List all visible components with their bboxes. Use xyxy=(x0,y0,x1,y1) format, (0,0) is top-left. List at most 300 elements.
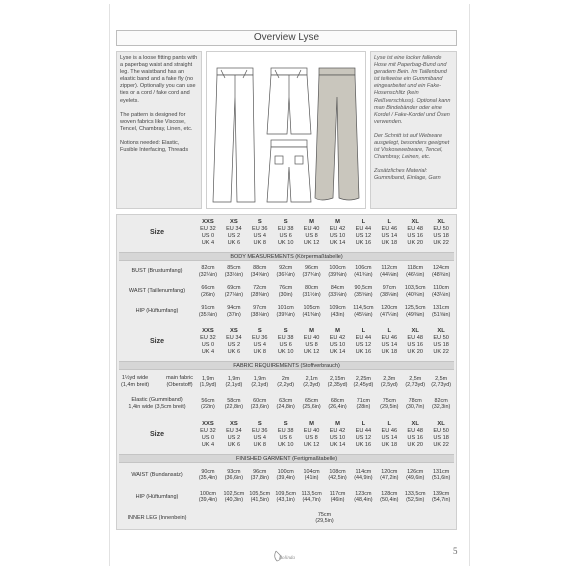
table-row xyxy=(119,395,454,413)
table-cell xyxy=(273,303,299,320)
value-imperial: (2,1yd) xyxy=(225,382,243,388)
row-label-elastic xyxy=(119,395,195,413)
size-code: UK 6 xyxy=(227,348,241,355)
table-cell xyxy=(402,488,428,506)
value-imperial: (43¼in) xyxy=(431,291,451,298)
value-imperial: (46½in) xyxy=(406,271,425,278)
value-imperial: (2,1yd) xyxy=(251,382,269,388)
value-imperial: (2,73yd) xyxy=(431,382,451,388)
value-metric: 125,5cm xyxy=(404,305,426,312)
value-imperial: (44,9in) xyxy=(354,475,373,481)
size-code: US 0 xyxy=(201,233,215,239)
table-cell xyxy=(299,283,325,300)
value-metric: 1,9m xyxy=(201,375,214,382)
size-code: UK 14 xyxy=(329,441,346,448)
table-cell xyxy=(299,373,325,391)
fabric-width-label-de: (1,4m breit) xyxy=(121,382,150,388)
value-metric: 85cm xyxy=(227,265,241,272)
value-imperial: (54,7in) xyxy=(431,497,451,503)
value-imperial: (42,5in) xyxy=(328,475,347,481)
size-code: EU 32 xyxy=(200,335,216,342)
size-code: EU 34 xyxy=(226,226,242,233)
value-metric: 105,5cm xyxy=(249,490,271,497)
value-imperial: (43,1in) xyxy=(276,497,295,503)
size-code: UK 14 xyxy=(329,239,346,246)
table-cell xyxy=(376,283,402,300)
size-code: US 2 xyxy=(227,435,241,441)
table-cell xyxy=(325,373,351,391)
size-code: EU 38 xyxy=(277,428,294,435)
value-imperial: (22in) xyxy=(201,404,215,410)
value-imperial: (30in) xyxy=(278,291,293,298)
table-cell xyxy=(402,303,428,320)
size-column xyxy=(350,420,376,450)
value-metric: 114cm xyxy=(355,468,372,475)
size-column xyxy=(273,218,299,248)
table-cell xyxy=(428,303,454,320)
size-letter: L xyxy=(387,219,392,226)
size-code: EU 42 xyxy=(329,226,346,233)
table-cell xyxy=(195,303,221,320)
size-letter: S xyxy=(283,421,288,428)
table-cell xyxy=(350,373,376,391)
size-chart xyxy=(116,214,457,530)
size-column xyxy=(247,218,273,248)
body-measurements-heading: BODY MEASUREMENTS (Körpermaßtabelle) xyxy=(119,252,454,261)
value-metric: 100cm xyxy=(199,490,217,497)
size-code: US 16 xyxy=(407,342,423,348)
size-letter: XXS xyxy=(202,328,214,335)
row-label-waist: WAIST (Taillenumfang) xyxy=(128,288,186,295)
value-imperial: (49⅜in) xyxy=(406,311,425,318)
value-imperial: (36,6in) xyxy=(224,475,243,481)
row-values xyxy=(195,303,454,320)
size-code: UK 8 xyxy=(253,239,266,246)
table-cell xyxy=(428,488,454,506)
value-imperial: (2,5yd) xyxy=(380,382,398,388)
size-code: EU 48 xyxy=(407,428,423,435)
size-code: US 10 xyxy=(329,342,346,348)
logo-text: Bolinda xyxy=(279,556,295,561)
value-imperial: (41,5in) xyxy=(250,497,269,503)
value-imperial: (39¾in) xyxy=(276,311,295,318)
value-metric: 80cm xyxy=(304,285,319,292)
value-metric: 101cm xyxy=(277,305,294,312)
size-column xyxy=(350,218,376,248)
value-metric: 71cm xyxy=(356,397,370,404)
size-code: EU 36 xyxy=(251,428,268,435)
value-imperial: (35,4in) xyxy=(198,475,218,481)
description-en-notions: Notions needed: Elastic, Fusible Interfacing, Threads xyxy=(120,139,189,154)
table-cell xyxy=(195,488,221,506)
value-metric: 128cm xyxy=(381,490,398,497)
description-german xyxy=(370,51,457,209)
table-row xyxy=(119,303,454,320)
value-imperial: (38⅛in) xyxy=(250,311,269,318)
value-metric: 75cm xyxy=(382,397,396,404)
size-code: US 14 xyxy=(381,233,398,239)
size-column xyxy=(376,420,402,450)
page-title: Overview Lyse xyxy=(116,30,457,46)
size-code: US 16 xyxy=(407,233,423,239)
table-row xyxy=(119,509,454,527)
table-cell xyxy=(247,488,273,506)
size-code: EU 40 xyxy=(303,335,320,342)
size-code: UK 10 xyxy=(277,441,294,448)
size-column xyxy=(195,218,221,248)
table-cell xyxy=(247,303,273,320)
value-imperial: (44,7in) xyxy=(302,497,321,503)
size-header-row xyxy=(119,327,454,357)
value-metric: 108cm xyxy=(329,468,346,475)
value-metric: 2,5m xyxy=(435,375,448,382)
value-metric: 104cm xyxy=(303,468,320,475)
value-metric: 123cm xyxy=(355,490,372,497)
size-code: US 8 xyxy=(305,342,318,348)
size-code: UK 18 xyxy=(381,348,398,355)
value-metric: 2,5m xyxy=(409,375,422,382)
value-metric: 97cm xyxy=(382,285,396,292)
size-code: EU 50 xyxy=(433,226,449,233)
size-code: EU 38 xyxy=(277,335,294,342)
value-imperial: (33⅛in) xyxy=(328,291,347,298)
value-imperial: (24,8in) xyxy=(276,404,295,410)
size-column xyxy=(350,327,376,357)
table-cell xyxy=(299,263,325,280)
main-fabric-label-de: (Oberstoff) xyxy=(166,382,193,388)
table-cell xyxy=(247,373,273,391)
row-label-bust: BUST (Brustumfang) xyxy=(131,268,183,275)
value-metric: 102,5cm xyxy=(223,490,245,497)
size-column xyxy=(273,327,299,357)
table-cell xyxy=(247,263,273,280)
value-metric: 114,5cm xyxy=(353,305,374,312)
size-code: UK 10 xyxy=(277,348,294,355)
value-metric: 60cm xyxy=(253,397,267,404)
size-columns xyxy=(195,218,454,248)
table-row xyxy=(119,373,454,391)
table-cell xyxy=(325,283,351,300)
value-imperial: (39,4in) xyxy=(198,497,218,503)
value-metric: 109,5cm xyxy=(275,490,297,497)
size-code: EU 48 xyxy=(407,226,423,233)
table-row xyxy=(119,488,454,506)
size-code: UK 20 xyxy=(407,239,423,246)
row-values xyxy=(195,373,454,391)
value-imperial: (27⅛in) xyxy=(224,291,243,298)
size-code: EU 48 xyxy=(407,335,423,342)
size-letter: XS xyxy=(229,421,238,428)
value-metric: 82cm xyxy=(434,397,448,404)
size-code: EU 38 xyxy=(277,226,294,233)
size-column xyxy=(376,218,402,248)
value-metric: 76cm xyxy=(279,285,293,292)
size-letter: XS xyxy=(229,219,238,226)
shorts-back-drawing xyxy=(267,140,311,202)
table-cell xyxy=(221,283,247,300)
size-column xyxy=(428,327,454,357)
size-code: UK 8 xyxy=(253,441,266,448)
size-letter: XXS xyxy=(202,219,214,226)
inner-leg-in: (29,5in) xyxy=(315,518,334,524)
size-column xyxy=(428,218,454,248)
size-code: US 4 xyxy=(253,233,266,239)
row-label-finished-waist: WAIST (Bundansatz) xyxy=(131,471,183,478)
size-code: US 12 xyxy=(355,342,372,348)
size-letter: L xyxy=(361,421,366,428)
value-metric: 103,5cm xyxy=(404,285,426,292)
value-metric: 112cm xyxy=(381,265,398,272)
value-metric: 82cm xyxy=(201,265,215,272)
size-code: US 10 xyxy=(329,435,346,441)
table-cell xyxy=(195,283,221,300)
main-fabric-label: main fabric xyxy=(166,375,193,382)
size-column xyxy=(402,218,428,248)
size-column xyxy=(376,327,402,357)
table-cell xyxy=(299,395,325,413)
value-imperial: (2,2yd) xyxy=(277,382,295,388)
value-imperial: (2,73yd) xyxy=(405,382,426,388)
value-metric: 2,1m xyxy=(305,375,318,382)
value-metric: 120cm xyxy=(381,468,398,475)
size-column xyxy=(402,327,428,357)
value-imperial: (25,6in) xyxy=(302,404,321,410)
value-metric: 131cm xyxy=(433,468,450,475)
value-imperial: (47,2in) xyxy=(380,475,399,481)
value-imperial: (49,6in) xyxy=(406,475,425,481)
table-row xyxy=(119,263,454,280)
table-row xyxy=(119,466,454,484)
size-column xyxy=(195,420,221,450)
value-metric: 65cm xyxy=(304,397,319,404)
size-column xyxy=(195,327,221,357)
size-column xyxy=(325,327,351,357)
shorts-front-drawing xyxy=(267,68,311,134)
value-imperial: (45⅛in) xyxy=(354,311,373,318)
row-label-inner-leg: INNER LEG (Innenbein) xyxy=(127,514,187,521)
value-metric: 90cm xyxy=(201,468,215,475)
value-imperial: (40,3in) xyxy=(224,497,243,503)
size-header-row xyxy=(119,420,454,450)
table-cell xyxy=(273,373,299,391)
description-de-notions: Zusätzliches Material: Gummiband, Einlage, Garn xyxy=(374,168,441,182)
size-code: US 6 xyxy=(279,435,292,441)
table-cell xyxy=(350,283,376,300)
value-metric: 100cm xyxy=(329,265,346,272)
inner-leg-value xyxy=(195,509,454,527)
table-cell xyxy=(402,263,428,280)
value-imperial: (2,3yd) xyxy=(303,382,320,388)
value-imperial: (46in) xyxy=(330,497,345,503)
value-imperial: (23,6in) xyxy=(250,404,269,410)
technical-drawings xyxy=(206,51,366,209)
table-cell xyxy=(376,466,402,484)
size-code: UK 16 xyxy=(355,239,372,246)
value-imperial: (50,4in) xyxy=(380,497,399,503)
value-metric: 63cm xyxy=(279,397,293,404)
size-letter: XS xyxy=(229,328,238,335)
value-imperial: (48,4in) xyxy=(354,497,373,503)
table-cell xyxy=(402,283,428,300)
value-imperial: (28⅜in) xyxy=(250,291,269,298)
size-letter: M xyxy=(335,219,340,226)
row-label-hip: HIP (Hüftumfang) xyxy=(135,308,179,315)
table-cell xyxy=(428,395,454,413)
size-code: US 18 xyxy=(433,342,449,348)
value-imperial: (37¾in) xyxy=(302,271,321,278)
value-metric: 139cm xyxy=(433,490,450,497)
value-imperial: (47¼in) xyxy=(380,311,399,318)
value-metric: 106cm xyxy=(355,265,372,272)
table-cell xyxy=(273,263,299,280)
size-code: EU 40 xyxy=(303,226,320,233)
size-code: US 8 xyxy=(305,233,318,239)
value-metric: 84cm xyxy=(330,285,345,292)
table-cell xyxy=(273,395,299,413)
size-code: UK 14 xyxy=(329,348,346,355)
value-imperial: (39⅜in) xyxy=(328,271,347,278)
table-cell xyxy=(376,263,402,280)
value-imperial: (22,8in) xyxy=(224,404,243,410)
table-cell xyxy=(376,303,402,320)
size-letter: S xyxy=(257,328,262,335)
value-imperial: (26,4in) xyxy=(328,404,347,410)
value-imperial: (40¾in) xyxy=(406,291,425,298)
size-code: EU 50 xyxy=(433,335,449,342)
value-imperial: (41⅜in) xyxy=(302,311,321,318)
size-letter: L xyxy=(361,219,366,226)
size-code: UK 6 xyxy=(227,239,241,246)
table-cell xyxy=(247,466,273,484)
table-cell xyxy=(195,395,221,413)
size-column xyxy=(247,327,273,357)
value-imperial: (32¼in) xyxy=(198,271,218,278)
value-metric: 96cm xyxy=(304,265,319,272)
size-label: Size xyxy=(149,228,164,236)
table-row xyxy=(119,283,454,300)
value-metric: 90,5cm xyxy=(354,285,373,292)
size-column xyxy=(299,218,325,248)
size-code: UK 8 xyxy=(253,348,266,355)
value-metric: 68cm xyxy=(330,397,345,404)
value-metric: 91cm xyxy=(201,305,215,312)
size-code: US 2 xyxy=(227,342,241,348)
size-code: EU 32 xyxy=(200,226,216,233)
description-de-fabrics: Der Schnitt ist auf Webware ausgelegt, besonders geeignet ist Viskosewebware, Tencel, Chambray, Leinen, etc. xyxy=(374,132,450,161)
value-metric: 124cm xyxy=(433,265,450,272)
value-metric: 120cm xyxy=(381,305,398,312)
value-imperial: (51⅝in) xyxy=(431,311,451,318)
value-metric: 131cm xyxy=(433,305,450,312)
size-column xyxy=(273,420,299,450)
size-code: US 18 xyxy=(433,233,449,239)
size-letter: XL xyxy=(411,328,419,335)
size-column xyxy=(325,420,351,450)
value-metric: 110cm xyxy=(433,285,449,292)
size-columns xyxy=(195,420,454,450)
size-code: UK 12 xyxy=(303,239,320,246)
size-letter: XL xyxy=(411,219,419,226)
value-metric: 56cm xyxy=(201,397,215,404)
size-code: EU 36 xyxy=(251,335,268,342)
size-code: EU 36 xyxy=(251,226,268,233)
size-letter: S xyxy=(283,328,288,335)
table-cell xyxy=(402,466,428,484)
row-values xyxy=(195,263,454,280)
size-code: US 6 xyxy=(279,342,292,348)
size-letter: S xyxy=(257,421,262,428)
size-code: US 12 xyxy=(355,233,372,239)
value-imperial: (41in) xyxy=(304,475,319,481)
size-code: UK 12 xyxy=(303,441,320,448)
size-letter: M xyxy=(335,328,340,335)
long-pants-front-drawing xyxy=(213,68,255,202)
table-cell xyxy=(325,488,351,506)
description-en-fabrics: The pattern is designed for woven fabrics like Viscose, Tencel, Chambray, Linen, etc. xyxy=(120,111,193,132)
size-code: UK 22 xyxy=(433,239,449,246)
description-en-intro: Lyse is a loose fitting pants with a paperbag waist and straight leg. The waistband has an elastic band and a fake fly (no zipper). Optionally you can use ties or a cord / fake cord and eyelets. xyxy=(120,55,198,104)
table-cell xyxy=(350,263,376,280)
size-code: US 4 xyxy=(253,435,266,441)
value-metric: 88cm xyxy=(253,265,267,272)
size-code: EU 44 xyxy=(355,226,372,233)
value-metric: 2,15m xyxy=(329,375,345,382)
elastic-width-label: 1,4in wide (3,5cm breit) xyxy=(128,404,186,410)
size-code: EU 44 xyxy=(355,335,372,342)
table-cell xyxy=(428,373,454,391)
size-code: EU 42 xyxy=(329,335,346,342)
size-code: UK 16 xyxy=(355,441,372,448)
size-code: US 0 xyxy=(201,435,215,441)
size-column xyxy=(299,327,325,357)
value-imperial: (34⅝in) xyxy=(250,271,269,278)
table-cell xyxy=(376,373,402,391)
value-imperial: (30,7in) xyxy=(406,404,425,410)
size-code: EU 50 xyxy=(433,428,449,435)
size-code: UK 12 xyxy=(303,348,320,355)
table-cell xyxy=(350,488,376,506)
value-metric: 93cm xyxy=(227,468,241,475)
value-metric: 133,5cm xyxy=(404,490,426,497)
value-imperial: (41¾in) xyxy=(354,271,373,278)
table-cell xyxy=(195,263,221,280)
size-code: UK 20 xyxy=(407,441,423,448)
size-letter: M xyxy=(309,328,314,335)
size-code: US 2 xyxy=(227,233,241,239)
size-code: EU 40 xyxy=(303,428,320,435)
value-metric: 100cm xyxy=(277,468,294,475)
brand-logo xyxy=(268,548,302,564)
size-code: EU 44 xyxy=(355,428,372,435)
description-english xyxy=(116,51,202,209)
value-imperial: (43in) xyxy=(330,311,345,318)
description-de-intro: Lyse ist eine locker fallende Hose mit Paperbag-Bund und geradem Bein. Im Taillenbund ist teilweise ein Gummiband eingearbeitet und ein Fake-Hosenschlitz (kein Reißverschluss). Optional kann man Bindebänder oder eine Kordel / Fake-Kordel und Ösen verwenden. xyxy=(374,55,451,125)
size-header-row xyxy=(119,218,454,248)
value-imperial: (38⅛in) xyxy=(380,291,399,298)
size-letter: L xyxy=(387,421,392,428)
row-label-main-fabric xyxy=(119,373,195,391)
row-values xyxy=(195,488,454,506)
size-letter: L xyxy=(387,328,392,335)
value-metric: 1,9m xyxy=(253,375,266,382)
size-code: EU 46 xyxy=(381,226,398,233)
size-code: UK 18 xyxy=(381,441,398,448)
value-metric: 72cm xyxy=(253,285,267,292)
table-cell xyxy=(221,373,247,391)
table-cell xyxy=(299,488,325,506)
table-cell xyxy=(299,303,325,320)
size-letter: XL xyxy=(437,421,445,428)
